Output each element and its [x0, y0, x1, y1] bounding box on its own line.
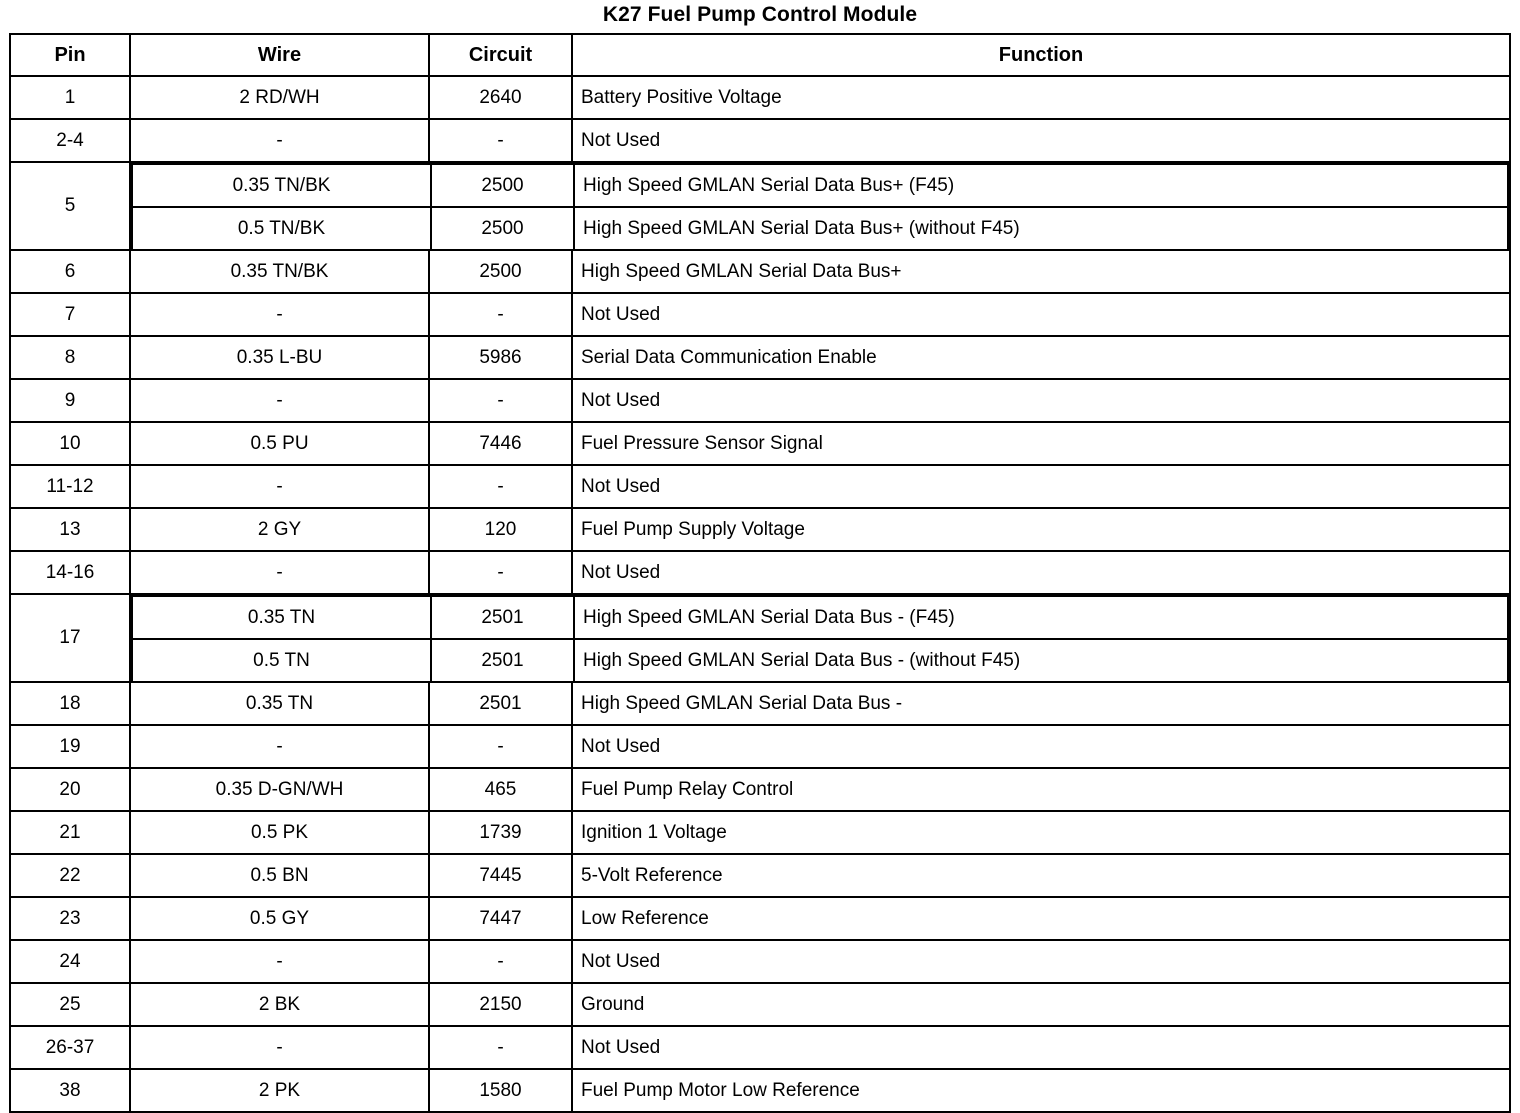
column-header-pin: Pin — [10, 34, 130, 76]
cell-wire: 2 BK — [130, 983, 429, 1026]
cell-wire: 0.5 TN — [132, 639, 431, 681]
cell-pin: 11-12 — [10, 465, 130, 508]
cell-pin: 26-37 — [10, 1026, 130, 1069]
cell-function: Not Used — [572, 379, 1510, 422]
cell-circuit: 2500 — [431, 164, 574, 207]
sub-row — [132, 596, 1508, 639]
cell-wire: 0.35 TN — [132, 596, 431, 639]
cell-wire: - — [130, 379, 429, 422]
cell-function: High Speed GMLAN Serial Data Bus - — [572, 682, 1510, 725]
cell-group — [130, 594, 1510, 682]
column-header-circuit: Circuit — [429, 34, 572, 76]
cell-pin: 21 — [10, 811, 130, 854]
cell-function: Not Used — [572, 940, 1510, 983]
cell-wire: 0.35 L-BU — [130, 336, 429, 379]
cell-circuit: 465 — [429, 768, 572, 811]
cell-circuit: - — [429, 293, 572, 336]
table-row — [10, 897, 1510, 940]
cell-wire: - — [130, 551, 429, 594]
cell-wire: - — [130, 465, 429, 508]
cell-function: High Speed GMLAN Serial Data Bus+ — [572, 250, 1510, 293]
cell-circuit: - — [429, 551, 572, 594]
cell-function: Fuel Pump Relay Control — [572, 768, 1510, 811]
cell-circuit: - — [429, 379, 572, 422]
sub-row — [132, 639, 1508, 681]
cell-pin: 13 — [10, 508, 130, 551]
cell-wire: 0.5 TN/BK — [132, 207, 431, 249]
cell-circuit: 7447 — [429, 897, 572, 940]
cell-circuit: - — [429, 940, 572, 983]
cell-group — [130, 162, 1510, 250]
cell-function: High Speed GMLAN Serial Data Bus - (F45) — [574, 596, 1508, 639]
cell-function: Fuel Pump Supply Voltage — [572, 508, 1510, 551]
cell-pin: 25 — [10, 983, 130, 1026]
column-header-wire: Wire — [130, 34, 429, 76]
cell-function: Serial Data Communication Enable — [572, 336, 1510, 379]
cell-circuit: 120 — [429, 508, 572, 551]
cell-circuit: 2150 — [429, 983, 572, 1026]
cell-circuit: 2501 — [429, 682, 572, 725]
cell-function: Not Used — [572, 551, 1510, 594]
cell-circuit: 2501 — [431, 639, 574, 681]
cell-circuit: 2500 — [429, 250, 572, 293]
column-header-function: Function — [572, 34, 1510, 76]
table-row — [10, 768, 1510, 811]
sub-table — [131, 163, 1509, 249]
table-row — [10, 76, 1510, 119]
table-row — [10, 682, 1510, 725]
table-row — [10, 465, 1510, 508]
cell-circuit: - — [429, 119, 572, 162]
cell-function: Ignition 1 Voltage — [572, 811, 1510, 854]
cell-wire: - — [130, 119, 429, 162]
cell-wire: 0.5 PK — [130, 811, 429, 854]
table-header-row — [10, 34, 1510, 76]
table-row — [10, 551, 1510, 594]
cell-pin: 19 — [10, 725, 130, 768]
cell-pin: 9 — [10, 379, 130, 422]
table-row — [10, 1069, 1510, 1112]
cell-function: Battery Positive Voltage — [572, 76, 1510, 119]
cell-pin: 6 — [10, 250, 130, 293]
cell-circuit: - — [429, 465, 572, 508]
page-title: K27 Fuel Pump Control Module — [602, 3, 918, 26]
cell-function: 5-Volt Reference — [572, 854, 1510, 897]
cell-function: Fuel Pump Motor Low Reference — [572, 1069, 1510, 1112]
cell-function: Ground — [572, 983, 1510, 1026]
table-row — [10, 293, 1510, 336]
sub-table — [131, 595, 1509, 681]
cell-wire: - — [130, 293, 429, 336]
table-row — [10, 854, 1510, 897]
cell-function: Not Used — [572, 465, 1510, 508]
table-row — [10, 379, 1510, 422]
table-row — [10, 336, 1510, 379]
table-row — [10, 162, 1510, 250]
cell-pin: 38 — [10, 1069, 130, 1112]
cell-pin: 17 — [10, 594, 130, 682]
cell-circuit: 1580 — [429, 1069, 572, 1112]
table-row — [10, 725, 1510, 768]
table-header — [10, 34, 1510, 76]
cell-pin: 14-16 — [10, 551, 130, 594]
cell-circuit: - — [429, 1026, 572, 1069]
cell-function: Not Used — [572, 293, 1510, 336]
cell-circuit: 2500 — [431, 207, 574, 249]
table-row — [10, 250, 1510, 293]
cell-wire: 0.35 D-GN/WH — [130, 768, 429, 811]
cell-wire: 2 PK — [130, 1069, 429, 1112]
cell-wire: 0.5 BN — [130, 854, 429, 897]
table-row — [10, 422, 1510, 465]
cell-function: High Speed GMLAN Serial Data Bus - (without F45) — [574, 639, 1508, 681]
cell-pin: 2-4 — [10, 119, 130, 162]
cell-function: High Speed GMLAN Serial Data Bus+ (without F45) — [574, 207, 1508, 249]
cell-wire: - — [130, 1026, 429, 1069]
cell-function: Not Used — [572, 119, 1510, 162]
cell-pin: 22 — [10, 854, 130, 897]
table-row — [10, 983, 1510, 1026]
cell-pin: 7 — [10, 293, 130, 336]
cell-circuit: 7446 — [429, 422, 572, 465]
cell-pin: 24 — [10, 940, 130, 983]
pinout-table — [9, 33, 1511, 1113]
table-body — [10, 76, 1510, 1112]
cell-wire: 0.35 TN/BK — [130, 250, 429, 293]
cell-pin: 8 — [10, 336, 130, 379]
cell-wire: 0.35 TN/BK — [132, 164, 431, 207]
cell-circuit: 2640 — [429, 76, 572, 119]
cell-wire: 2 GY — [130, 508, 429, 551]
sub-row — [132, 164, 1508, 207]
cell-function: Not Used — [572, 725, 1510, 768]
cell-wire: 0.5 GY — [130, 897, 429, 940]
cell-pin: 20 — [10, 768, 130, 811]
table-row — [10, 119, 1510, 162]
cell-wire: 0.5 PU — [130, 422, 429, 465]
cell-function: Low Reference — [572, 897, 1510, 940]
cell-circuit: - — [429, 725, 572, 768]
cell-pin: 10 — [10, 422, 130, 465]
table-row — [10, 940, 1510, 983]
cell-circuit: 1739 — [429, 811, 572, 854]
table-row — [10, 811, 1510, 854]
cell-function: High Speed GMLAN Serial Data Bus+ (F45) — [574, 164, 1508, 207]
cell-pin: 5 — [10, 162, 130, 250]
cell-function: Fuel Pressure Sensor Signal — [572, 422, 1510, 465]
cell-circuit: 7445 — [429, 854, 572, 897]
cell-wire: 0.35 TN — [130, 682, 429, 725]
cell-pin: 1 — [10, 76, 130, 119]
cell-pin: 18 — [10, 682, 130, 725]
cell-pin: 23 — [10, 897, 130, 940]
sub-row — [132, 207, 1508, 249]
cell-function: Not Used — [572, 1026, 1510, 1069]
cell-wire: - — [130, 940, 429, 983]
table-row — [10, 1026, 1510, 1069]
cell-circuit: 5986 — [429, 336, 572, 379]
cell-wire: 2 RD/WH — [130, 76, 429, 119]
table-row — [10, 508, 1510, 551]
cell-wire: - — [130, 725, 429, 768]
cell-circuit: 2501 — [431, 596, 574, 639]
table-row — [10, 594, 1510, 682]
